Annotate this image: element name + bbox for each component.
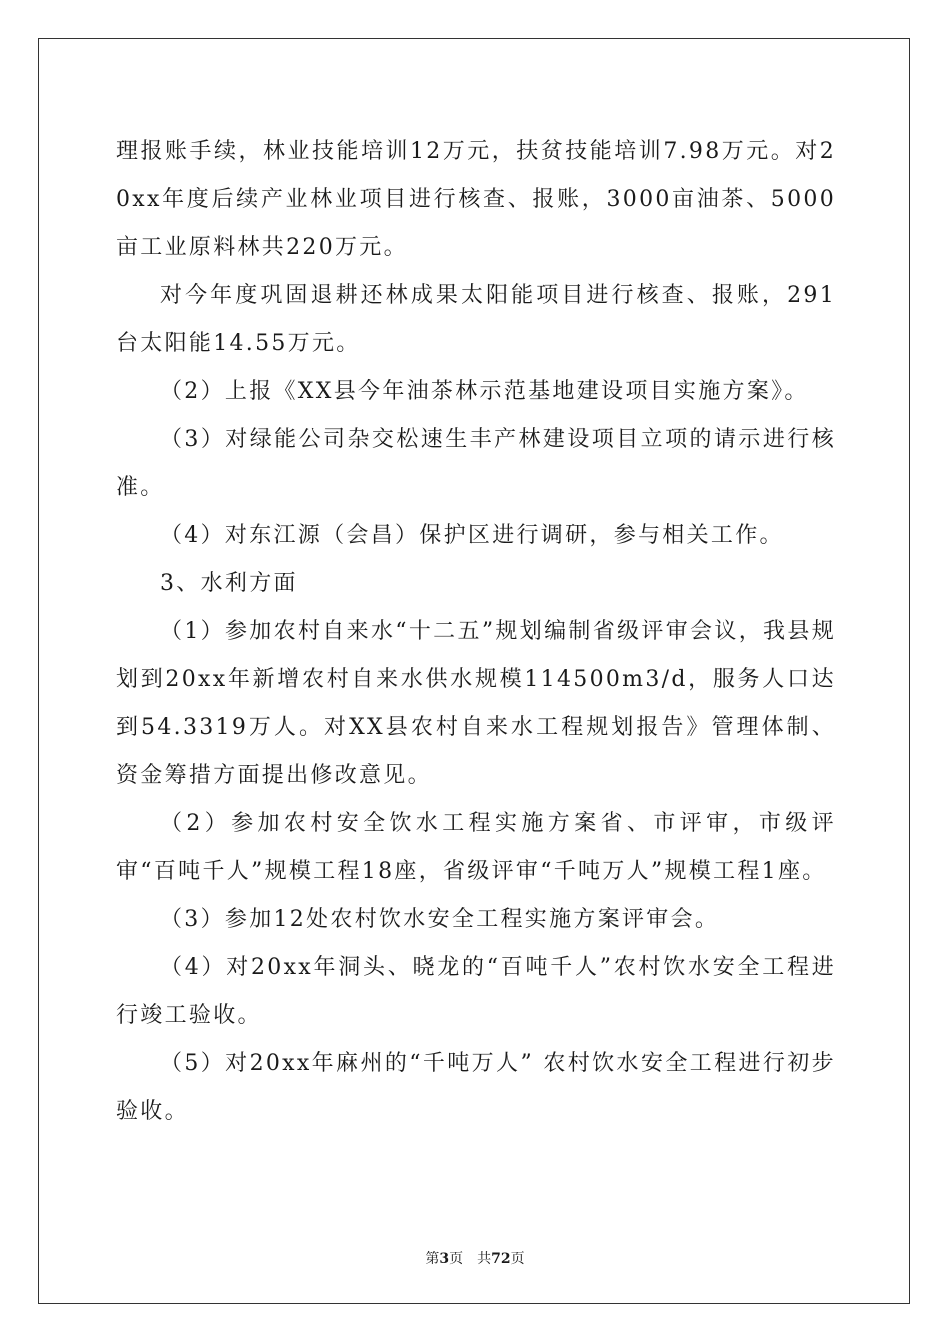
footer-suffix: 页 — [510, 1251, 525, 1267]
footer-total-pages: 72 — [491, 1251, 511, 1267]
page-footer — [0, 1248, 950, 1268]
paragraph-5: （4）对东江源（会昌）保护区进行调研，参与相关工作。 — [160, 523, 784, 548]
paragraph-7: （1）参加农村自来水“十二五”规划编制省级评审会议，我县规划到20xx年新增农村自来水供水规模114500m3/d，服务人口达到54.3319万人。对XX县农村自来水工程规划报告》管理体制、资金筹措方面提出修改意见。 — [116, 619, 836, 788]
section-heading-water: 3、水利方面 — [160, 571, 298, 596]
paragraph-9: （3）参加12处农村饮水安全工程实施方案评审会。 — [160, 907, 720, 932]
paragraph-11: （5）对20xx年麻州的“千吨万人” 农村饮水安全工程进行初步验收。 — [116, 1051, 836, 1124]
footer-page-number: 3 — [439, 1251, 450, 1267]
paragraph-2: 对今年度巩固退耕还林成果太阳能项目进行核查、报账，291台太阳能14.55万元。 — [116, 283, 836, 356]
footer-prefix: 第 — [425, 1251, 440, 1267]
paragraph-10: （4）对20xx年洞头、晓龙的“百吨千人”农村饮水安全工程进行竣工验收。 — [116, 955, 836, 1028]
paragraph-4: （3）对绿能公司杂交松速生丰产林建设项目立项的请示进行核准。 — [116, 427, 836, 500]
paragraph-8: （2）参加农村安全饮水工程实施方案省、市评审，市级评审“百吨千人”规模工程18座，省级评审“千吨万人”规模工程1座。 — [116, 811, 836, 884]
document-body — [116, 128, 836, 1136]
paragraph-1: 理报账手续，林业技能培训12万元，扶贫技能培训7.98万元。对20xx年度后续产业林业项目进行核查、报账，3000亩油茶、5000亩工业原料林共220万元。 — [116, 139, 836, 260]
paragraph-3: （2）上报《XX县今年油茶林示范基地建设项目实施方案》。 — [160, 379, 809, 404]
footer-mid: 页 共 — [449, 1251, 492, 1267]
